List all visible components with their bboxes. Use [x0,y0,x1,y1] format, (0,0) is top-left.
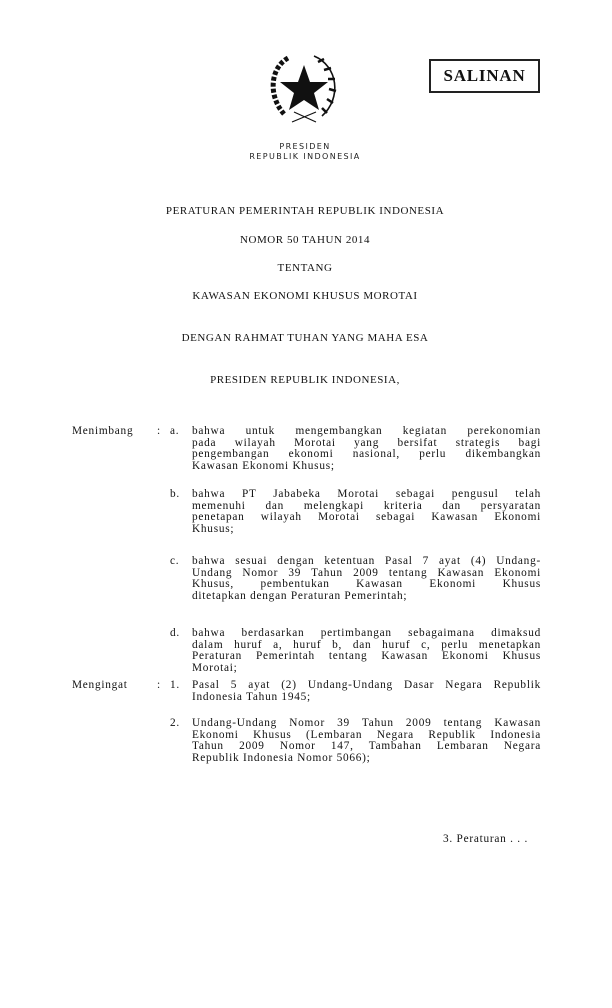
item-line: bahwa untuk mengembangkan kegiatan perekonomian [192,425,541,437]
item-line: Ekonomi Khusus (Lembaran Negara Republik Indonesia [192,728,541,741]
item-number: 2. [170,717,180,729]
salinan-stamp: SALINAN [429,59,540,93]
item-line: bahwa PT Jababeka Morotai sebagai pengusul telah [192,488,541,500]
garuda-star-emblem-icon [266,52,342,126]
list-item [192,680,541,703]
item-line: Republik Indonesia Nomor 5066); [192,752,371,765]
menimbang-colon: : [157,425,161,437]
seal-subtitle: REPUBLIK INDONESIA [249,152,361,161]
item-line: pada wilayah Morotai yang bersifat strategis bagi [192,436,541,449]
document-number: NOMOR 50 TAHUN 2014 [239,234,371,246]
item-line: memenuhi dan melengkapi kriteria dan persyaratan [192,499,541,512]
document-title: PERATURAN PEMERINTAH REPUBLIK INDONESIA [165,205,445,217]
item-line: bahwa berdasarkan pertimbangan sebagaimana dimaksud [192,627,541,639]
list-item [192,556,541,603]
menimbang-label: Menimbang [72,425,134,437]
document-subject: KAWASAN EKONOMI KHUSUS MOROTAI [192,290,418,302]
item-line: Kawasan Ekonomi Khusus; [192,460,335,473]
item-line: Khusus, pembentukan Kawasan Ekonomi Khusus [192,578,541,591]
item-line: Undang Nomor 39 Tahun 2009 tentang Kawasan Ekonomi [192,566,541,579]
item-line: dalam huruf a, huruf b, dan huruf c, perlu menetapkan [192,638,541,651]
item-line: Undang-Undang Nomor 39 Tahun 2009 tentang Kawasan [192,717,541,729]
item-number: a. [170,425,180,437]
item-line: Pasal 5 ayat (2) Undang-Undang Dasar Negara Republik [192,679,541,691]
item-line: bahwa sesuai dengan ketentuan Pasal 7 ayat (4) Undang- [192,555,541,567]
list-item [192,718,541,765]
document-about: TENTANG [277,262,333,274]
item-line: penetapan wilayah Morotai sebagai Kawasan Ekonomi [192,511,541,524]
page-continuation: 3. Peraturan . . . [443,833,529,845]
item-line: Tahun 2009 Nomor 147, Tambahan Lembaran Negara [192,740,541,753]
list-item [192,628,541,675]
item-line: ditetapkan dengan Peraturan Pemerintah; [192,590,408,603]
item-line: Morotai; [192,662,238,675]
item-number: b. [170,488,180,500]
item-line: Khusus; [192,523,235,536]
mengingat-colon: : [157,679,161,691]
invocation: DENGAN RAHMAT TUHAN YANG MAHA ESA [181,332,429,344]
item-line: Indonesia Tahun 1945; [192,690,311,703]
authority: PRESIDEN REPUBLIK INDONESIA, [210,374,400,386]
item-line: pengembangan ekonomi nasional, perlu dikembangkan [192,448,541,461]
list-item [192,489,541,536]
item-number: c. [170,555,180,567]
seal-title: PRESIDEN [279,142,331,151]
mengingat-label: Mengingat [72,679,128,691]
item-number: d. [170,627,180,639]
item-number: 1. [170,679,180,691]
item-line: Peraturan Pemerintah tentang Kawasan Ekonomi Khusus [192,650,541,663]
list-item [192,426,541,473]
